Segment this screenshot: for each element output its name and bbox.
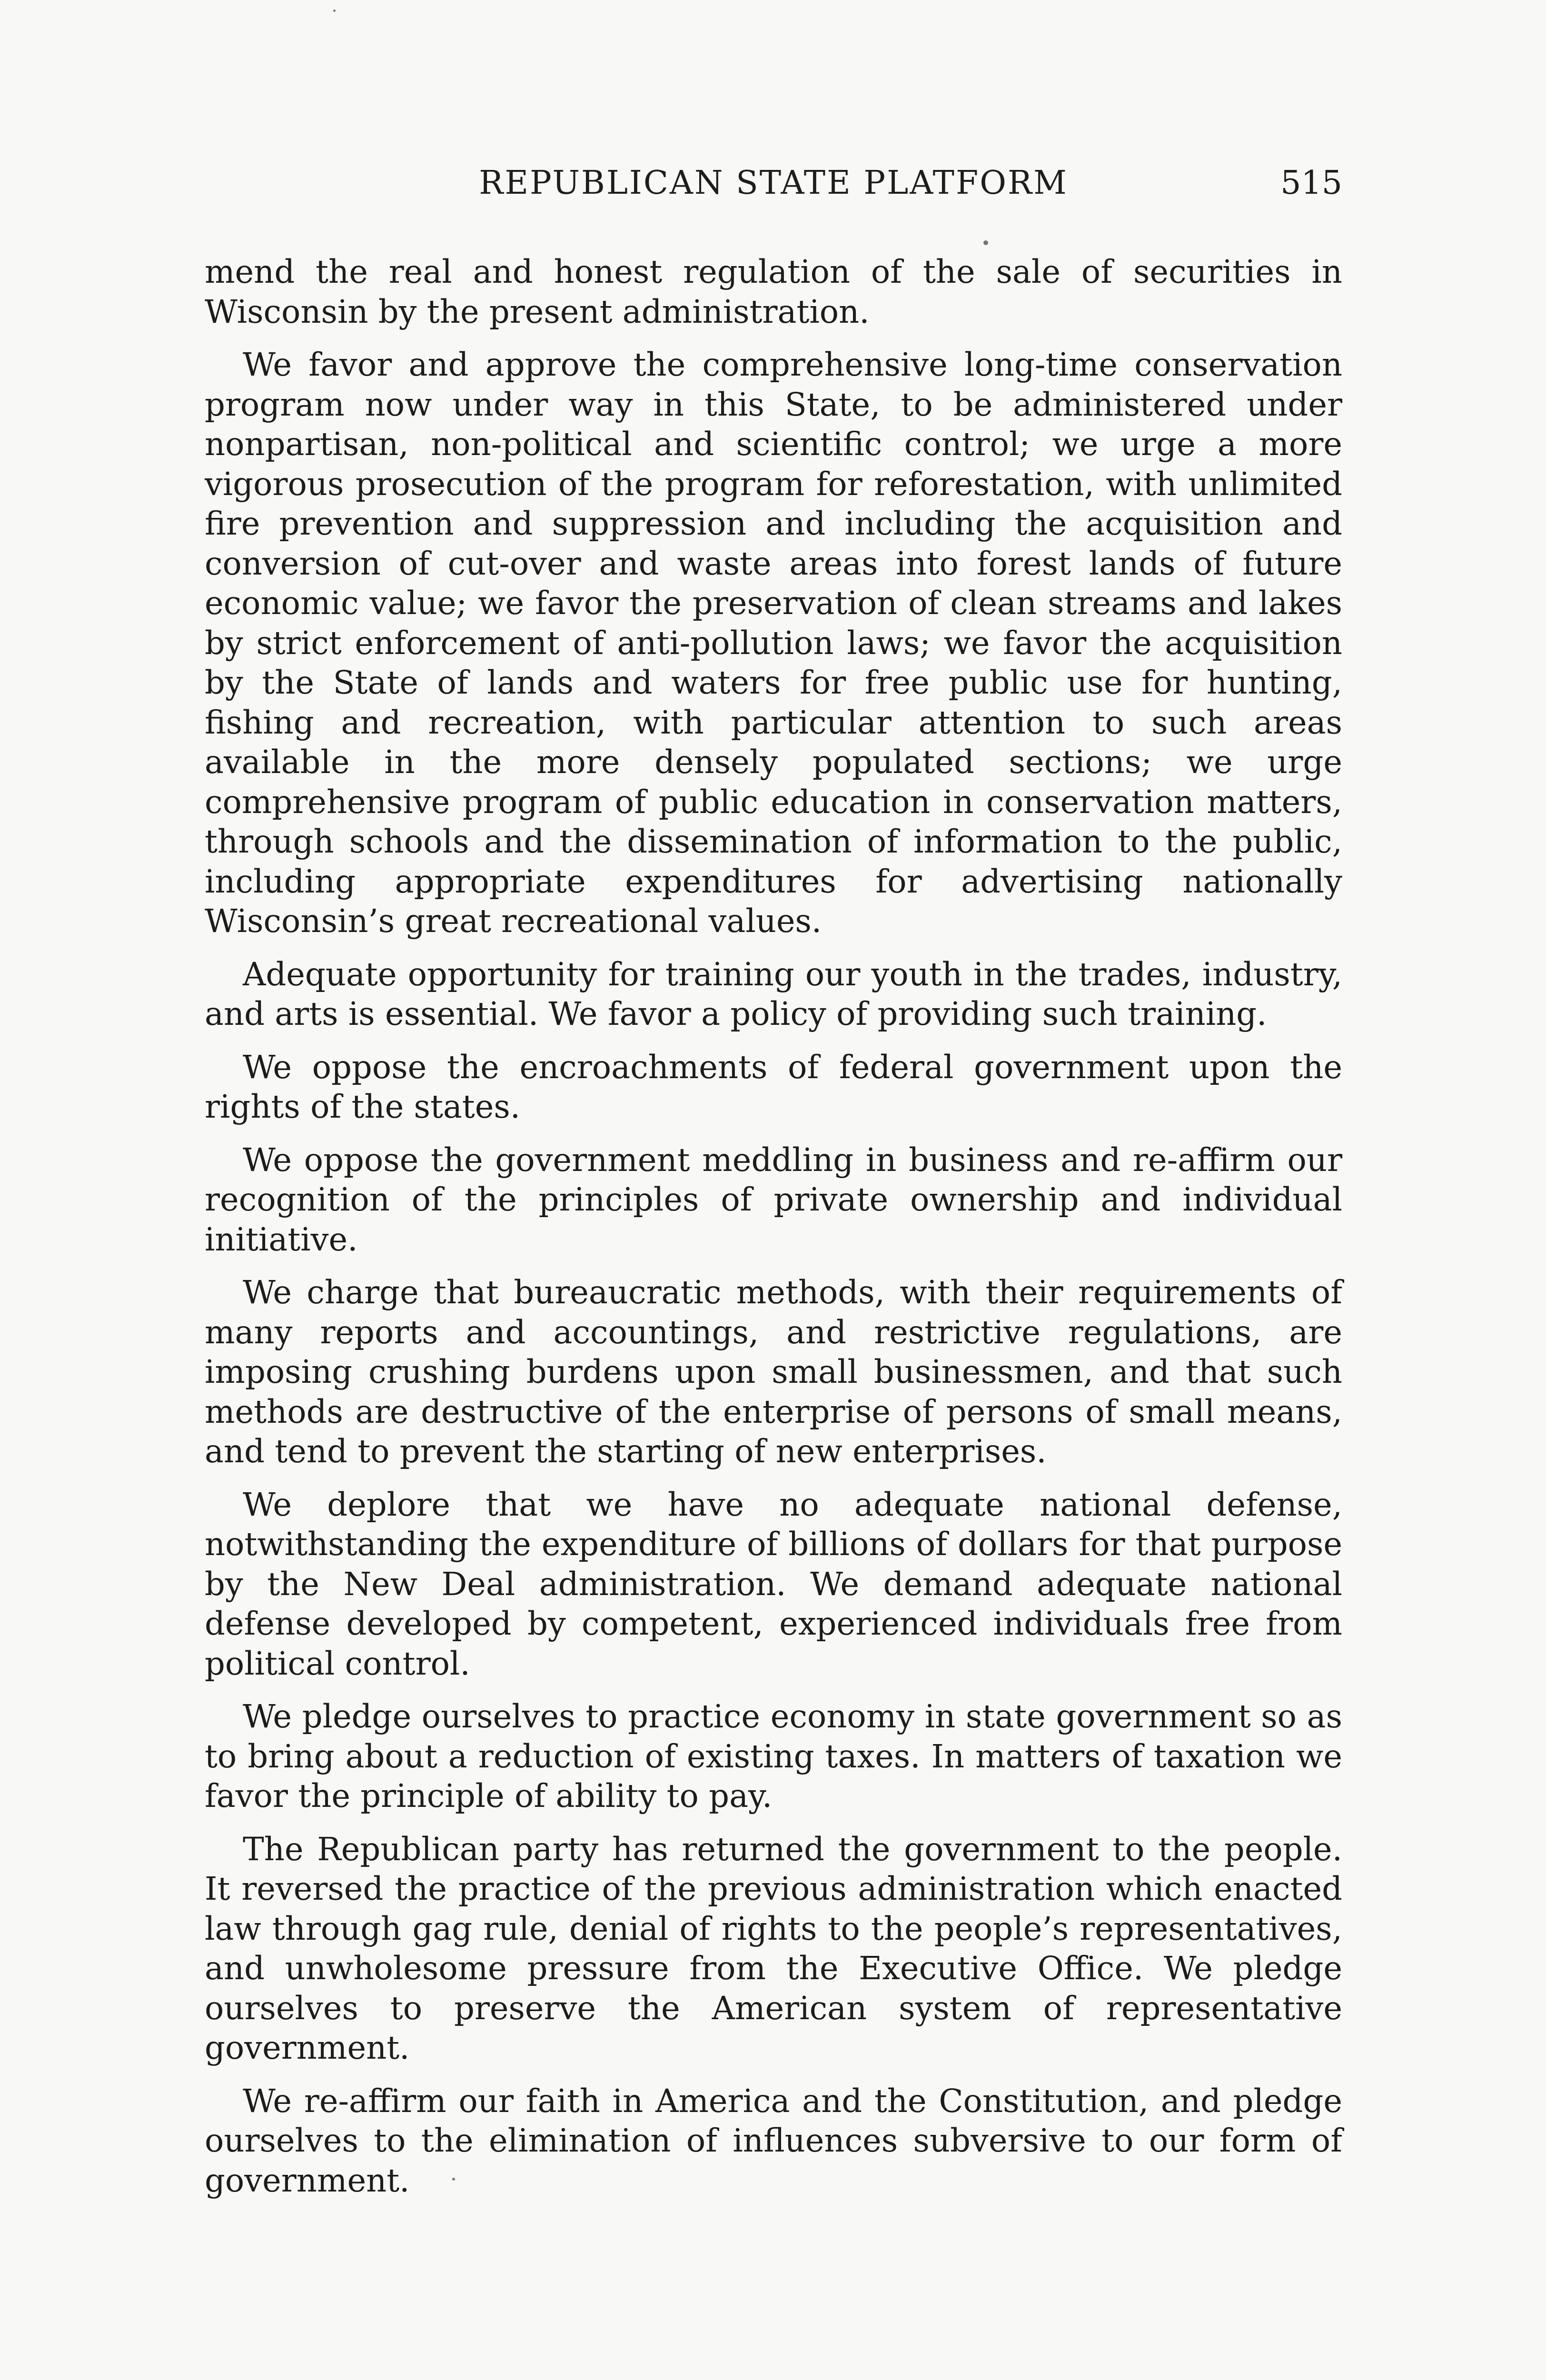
paragraph-economy: We pledge ourselves to practice economy in state government so as to bring about a reduction of existing taxes. In matters of taxation we favor the principle of ability to pay.	[205, 1698, 1342, 1815]
paragraph-defense: We deplore that we have no adequate national defense, notwithstanding the expenditure of billions of dollars for that purpose by the New Deal administration. We demand adequate national defense developed by competent, experienced individuals free from political control.	[205, 1486, 1342, 1682]
print-speck	[452, 2178, 455, 2181]
paragraph-securities: mend the real and honest regulation of the sale of securities in Wisconsin by the present administration.	[205, 253, 1342, 330]
paragraph-representative-government: The Republican party has returned the government to the people. It reversed the practice of the previous administration which enacted law through gag rule, denial of rights to the people’s representatives, and unwholesome pressure from the Executive Office. We pledge ourselves to preserve the American system of representative government.	[205, 1830, 1342, 2066]
paragraph-training: Adequate opportunity for training our youth in the trades, industry, and arts is essential. We favor a policy of providing such training.	[205, 955, 1342, 1032]
paragraph-constitution: We re-affirm our faith in America and the Constitution, and pledge ourselves to the elimination of influences subversive to our form of government.	[205, 2082, 1342, 2199]
print-speck	[333, 10, 336, 12]
paragraph-conservation: We favor and approve the comprehensive long-time conservation program now under way in this State, to be administered under nonpartisan, non-political and scientific control; we urge a more vigorous prosecution of the program for reforestation, with unlimited fire prevention and suppression and including the acquisition and conversion of cut-over and waste areas into forest lands of future economic value; we favor the preservation of clean streams and lakes by strict enforcement of anti-pollution laws; we favor the acquisition by the State of lands and waters for free public use for hunting, fishing and recreation, with particular attention to such areas available in the more densely populated sections; we urge comprehensive program of public education in conservation matters, through schools and the dissemination of information to the public, including appropriate expenditures for advertising nationally Wisconsin’s great recreational values.	[205, 346, 1342, 940]
running-header	[205, 164, 1342, 217]
header-title: REPUBLICAN STATE PLATFORM	[479, 164, 1068, 202]
paragraph-states-rights: We oppose the encroachments of federal government upon the rights of the states.	[205, 1048, 1342, 1125]
body-text	[205, 252, 1342, 2214]
print-speck	[983, 240, 988, 245]
paragraph-business: We oppose the government meddling in business and re-affirm our recognition of the principles of private ownership and individual initiative.	[205, 1141, 1342, 1258]
paragraph-bureaucracy: We charge that bureaucratic methods, with their requirements of many reports and accountings, and restrictive regulations, are imposing crushing burdens upon small businessmen, and that such methods are destructive of the enterprise of persons of small means, and tend to prevent the starting of new enterprises.	[205, 1274, 1342, 1470]
page-number: 515	[1280, 164, 1342, 202]
